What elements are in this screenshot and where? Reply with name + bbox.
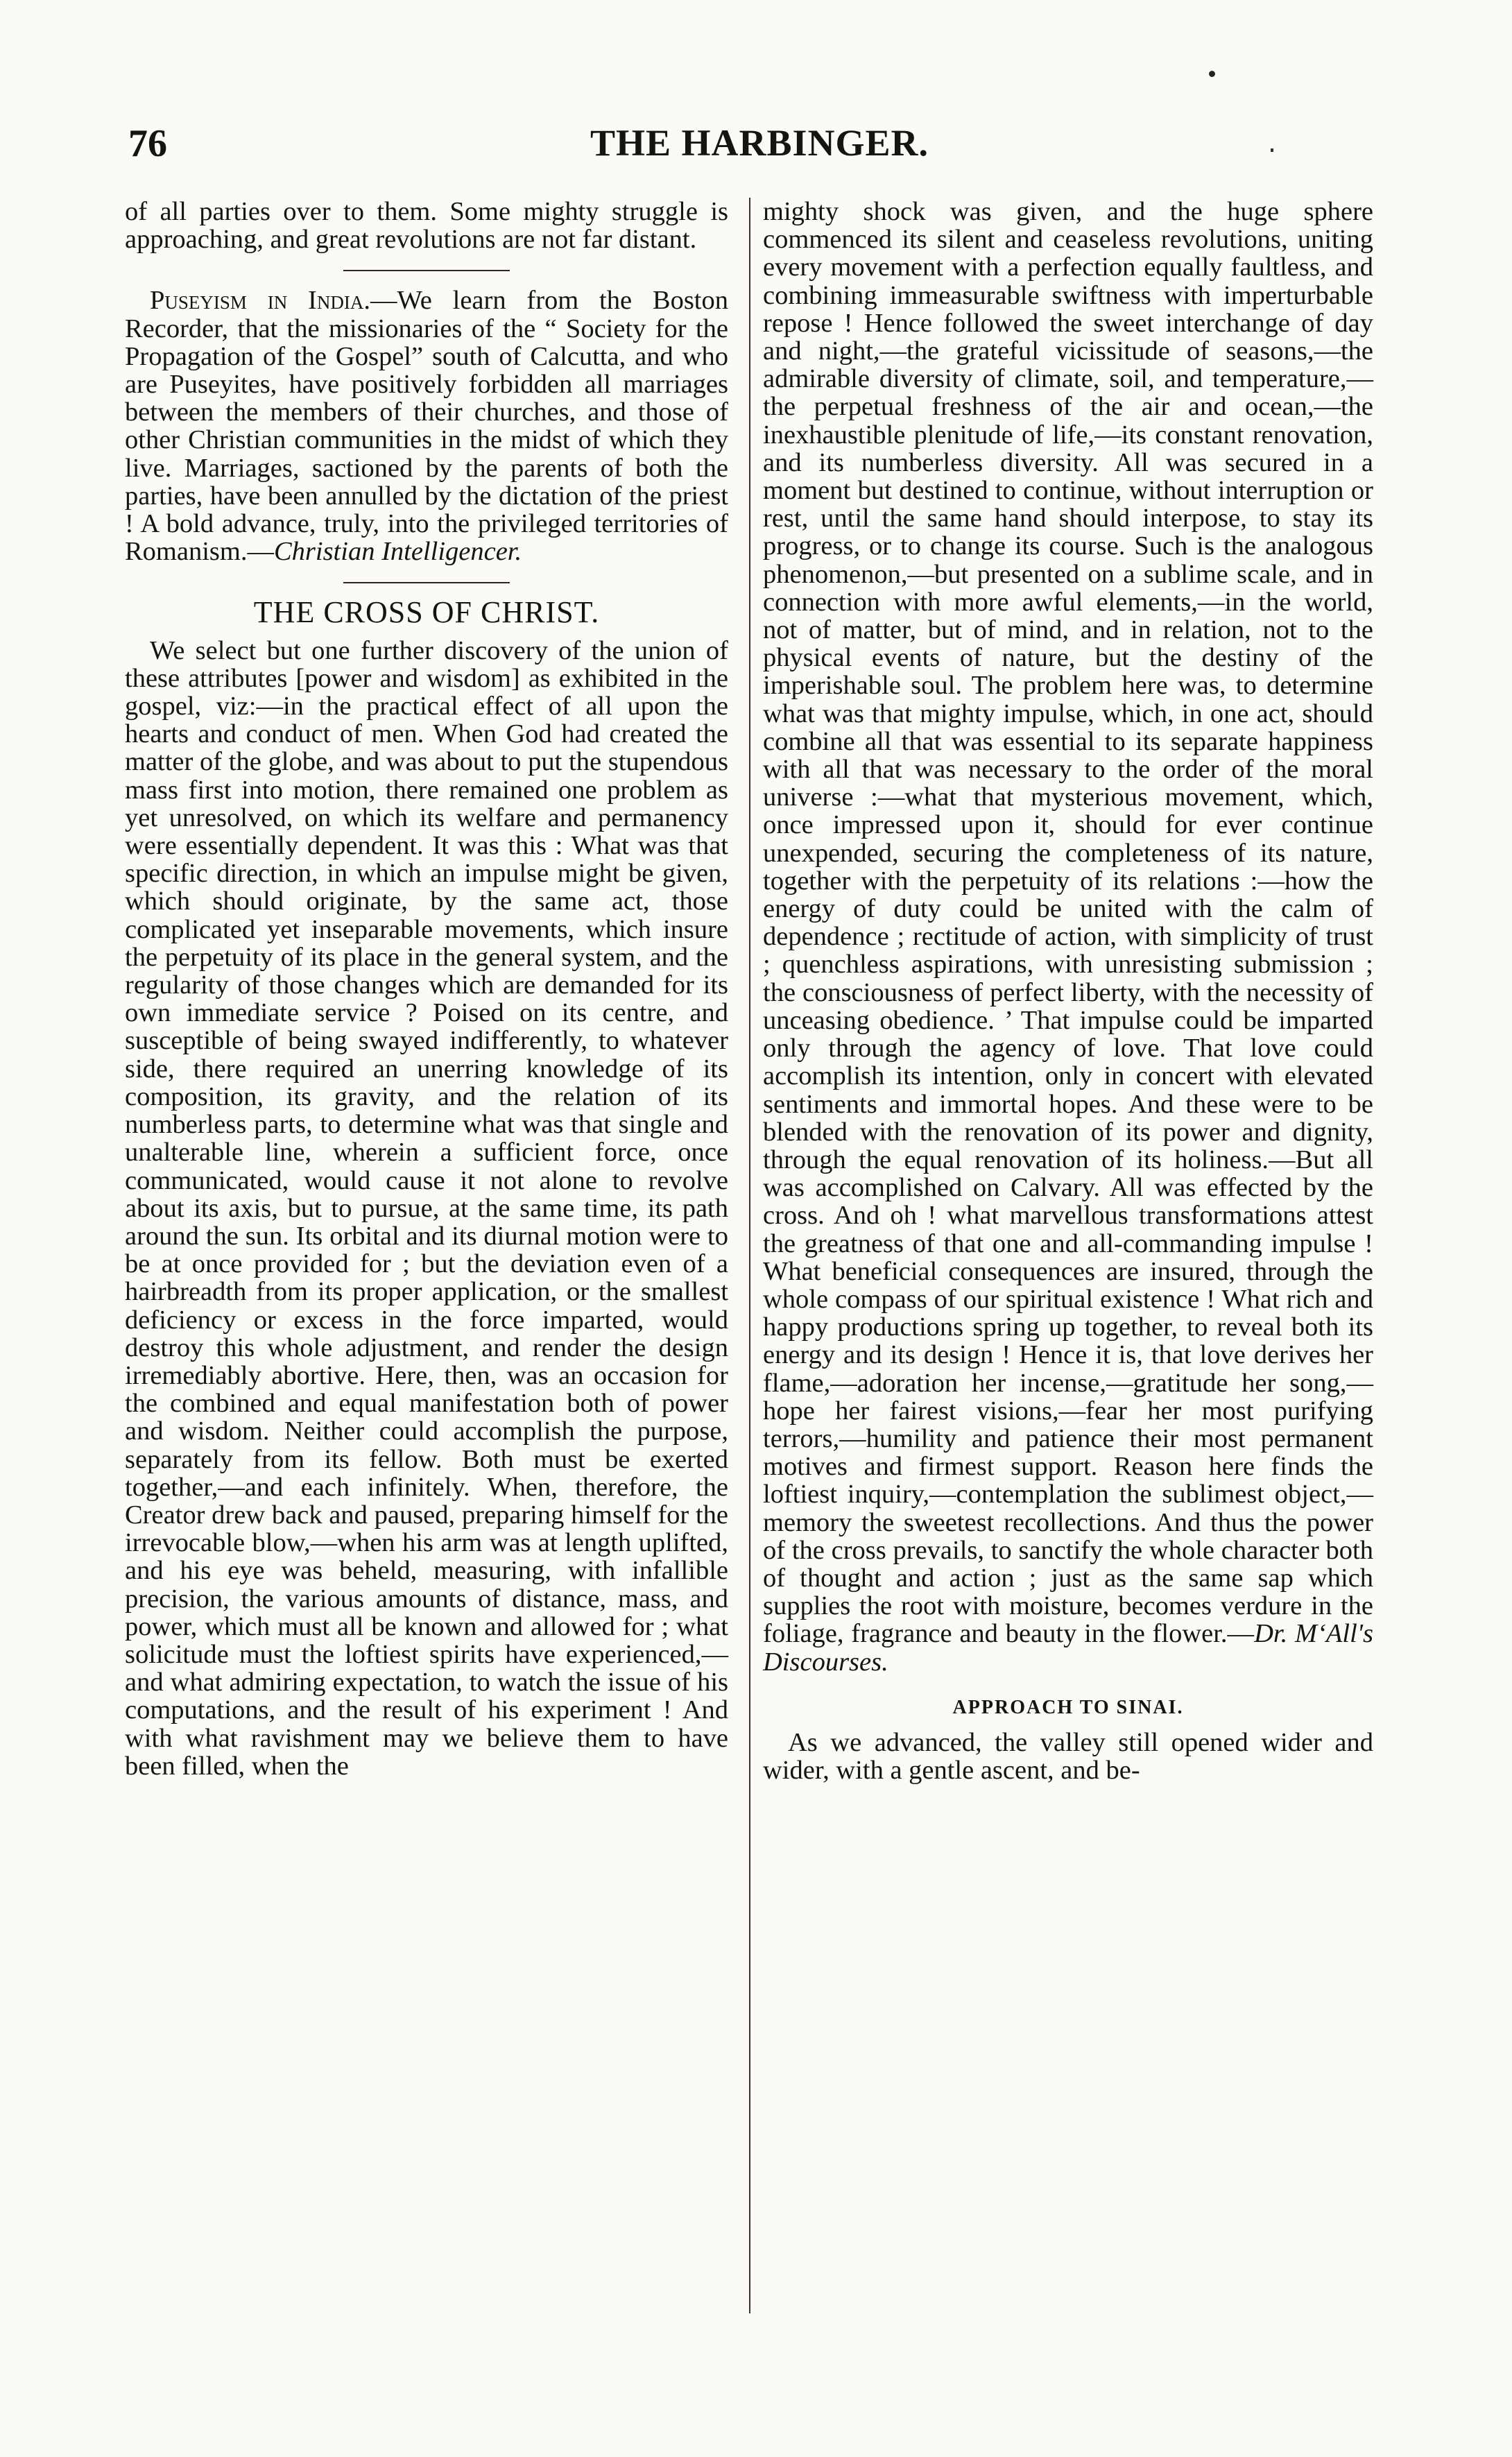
- page-header: [128, 121, 1391, 177]
- article-separator: [343, 270, 510, 271]
- approach-to-sinai-heading: APPROACH TO SINAI.: [952, 1696, 1184, 1718]
- puseyism-title: Puseyism in India.: [150, 286, 370, 316]
- cross-source: Dr. M‘All's Discourses.: [763, 1619, 1373, 1677]
- ink-speck: [1209, 71, 1215, 77]
- cross-of-christ-continuation: [763, 198, 1373, 1676]
- column-divider: [749, 198, 750, 2313]
- left-column: [125, 198, 728, 1780]
- puseyism-source: Christian Intelligencer.: [273, 537, 522, 567]
- article-continuation: of all parties over to them. Some mighty struggle is approaching, and great revolutions are not far distant.: [125, 197, 728, 255]
- page-number: 76: [128, 122, 167, 165]
- cross-of-christ-heading: THE CROSS OF CHRIST.: [253, 595, 600, 630]
- puseyism-article: [125, 286, 728, 565]
- article-separator: [343, 582, 510, 583]
- right-column: [763, 198, 1373, 1784]
- approach-to-sinai-text: As we advanced, the valley still opened wider and wider, with a gentle ascent, and be-: [763, 1727, 1373, 1786]
- running-title: THE HARBINGER.: [590, 122, 929, 164]
- cross-of-christ-text: We select but one further discovery of the union of these attributes [power and wisdom] as exhibited in the gospel, viz:—in the practical effect of all upon the hearts and conduct of men. When God had created the matter of the globe, and was about to put the stupendous mass first into motion, there remained one problem as yet unresolved, on which its welfare and permanency were essentially dependent. It was this : What was that specific direction, in which an impulse might be given, which should originate, by the same act, those complicated yet inseparable movements, which insure the perpetuity of its place in the general system, and the regularity of those changes which are demanded for its own immediate service ? Poised on its centre, and susceptible of being swayed indifferently, to whatever side, there required an unerring knowledge of its composition, its gravity, and the relation of its numberless parts, to determine what was that single and unalterable line, wherein a sufficient force, once communicated, would cause it not alone to revolve about its axis, but to pursue, at the same time, its path around the sun. Its orbital and its diurnal motion were to be at once provided for ; but the deviation even of a hairbreadth from its proper application, or the smallest deficiency or excess in the force imparted, would destroy this whole adjustment, and render the design irremediably abortive. Here, then, was an occasion for the combined and equal manifestation both of power and wisdom. Neither could accomplish the purpose, separately from its fellow. Both must be exerted together,—and each infinitely. When, therefore, the Creator drew back and paused, preparing himself for the irrevocable blow,—when his arm was at length uplifted, and his eye was beheld, measuring, with infallible precision, the various amounts of distance, mass, and power, which must all be known and allowed for ; what solicitude must the loftiest spirits have experienced,—and what admiring expectation, to watch the issue of his computations, and the result of his experiment ! And with what ravishment may we believe them to have been filled, when the: [125, 635, 728, 1781]
- puseyism-text: —We learn from the Boston Recorder, that the missionaries of the “ Society for the Propagation of the Gospel” south of Calcutta, and who are Puseyites, have positively forbidden all marriages between the members of their churches, and those of other Christian communities in the midst of which they live. Marriages, sactioned by the parents of both the parties, have been annulled by the dictation of the priest ! A bold advance, truly, into the privileged territories of Romanism.—: [125, 286, 728, 567]
- cross-continuation-text: mighty shock was given, and the huge sphere commenced its silent and ceaseless revolutions, uniting every movement with a perfection equally faultless, and combining immeasurable swiftness with imperturbable repose ! Hence followed the sweet interchange of day and night,—the grateful vicissitude of seasons,—the admirable diversity of climate, soil, and temperature,—the perpetual freshness of the air and ocean,—the inexhaustible plenitude of life,—its constant renovation, and its numberless diversity. All was secured in a moment but destined to continue, without interruption or rest, until the same hand should interpose, to stay its progress, or to change its course. Such is the analogous phenomenon,—but presented on a sublime scale, and in connection with more awful elements,—in the world, not of matter, but of mind, and in relation, not to the physical events of nature, but the destiny of the imperishable soul. The problem here was, to determine what was that mighty impulse, which, in one act, should combine all that was essential to its separate happiness with all that was necessary to the order of the moral universe :—what that mysterious movement, which, once impressed upon it, should for ever continue unexpended, securing the completeness of its nature, together with the perpetuity of its relations :—how the energy of duty could be united with the calm of dependence ; rectitude of action, with simplicity of trust ; quenchless aspirations, with unresisting submission ; the consciousness of perfect liberty, with the necessity of unceasing obedience. ’ That impulse could be imparted only through the agency of love. That love could accomplish its intention, only in concert with elevated sentiments and immortal hopes. And these were to be blended with the renovation of its power and dignity, through the equal renovation of its holiness.—But all was accomplished on Calvary. All was effected by the cross. And oh ! what marvellous transformations attest the greatness of that one and all-commanding impulse ! What beneficial consequences are insured, through the whole compass of our spiritual existence ! What rich and happy productions spring up together, to reveal both its energy and its design ! Hence it is, that love derives her flame,—adoration her incense,—gratitude her song,—hope her fairest visions,—fear her most purifying terrors,—humility and patience their most permanent motives and firmest support. Reason here finds the loftiest inquiry,—contemplation the sublimest object,—memory the sweetest recollections. And thus the power of the cross prevails, to sanctify the whole character both of thought and action ; just as the same sap which supplies the root with moisture, becomes verdure in the foliage, fragrance and beauty in the flower.—: [763, 197, 1373, 1649]
